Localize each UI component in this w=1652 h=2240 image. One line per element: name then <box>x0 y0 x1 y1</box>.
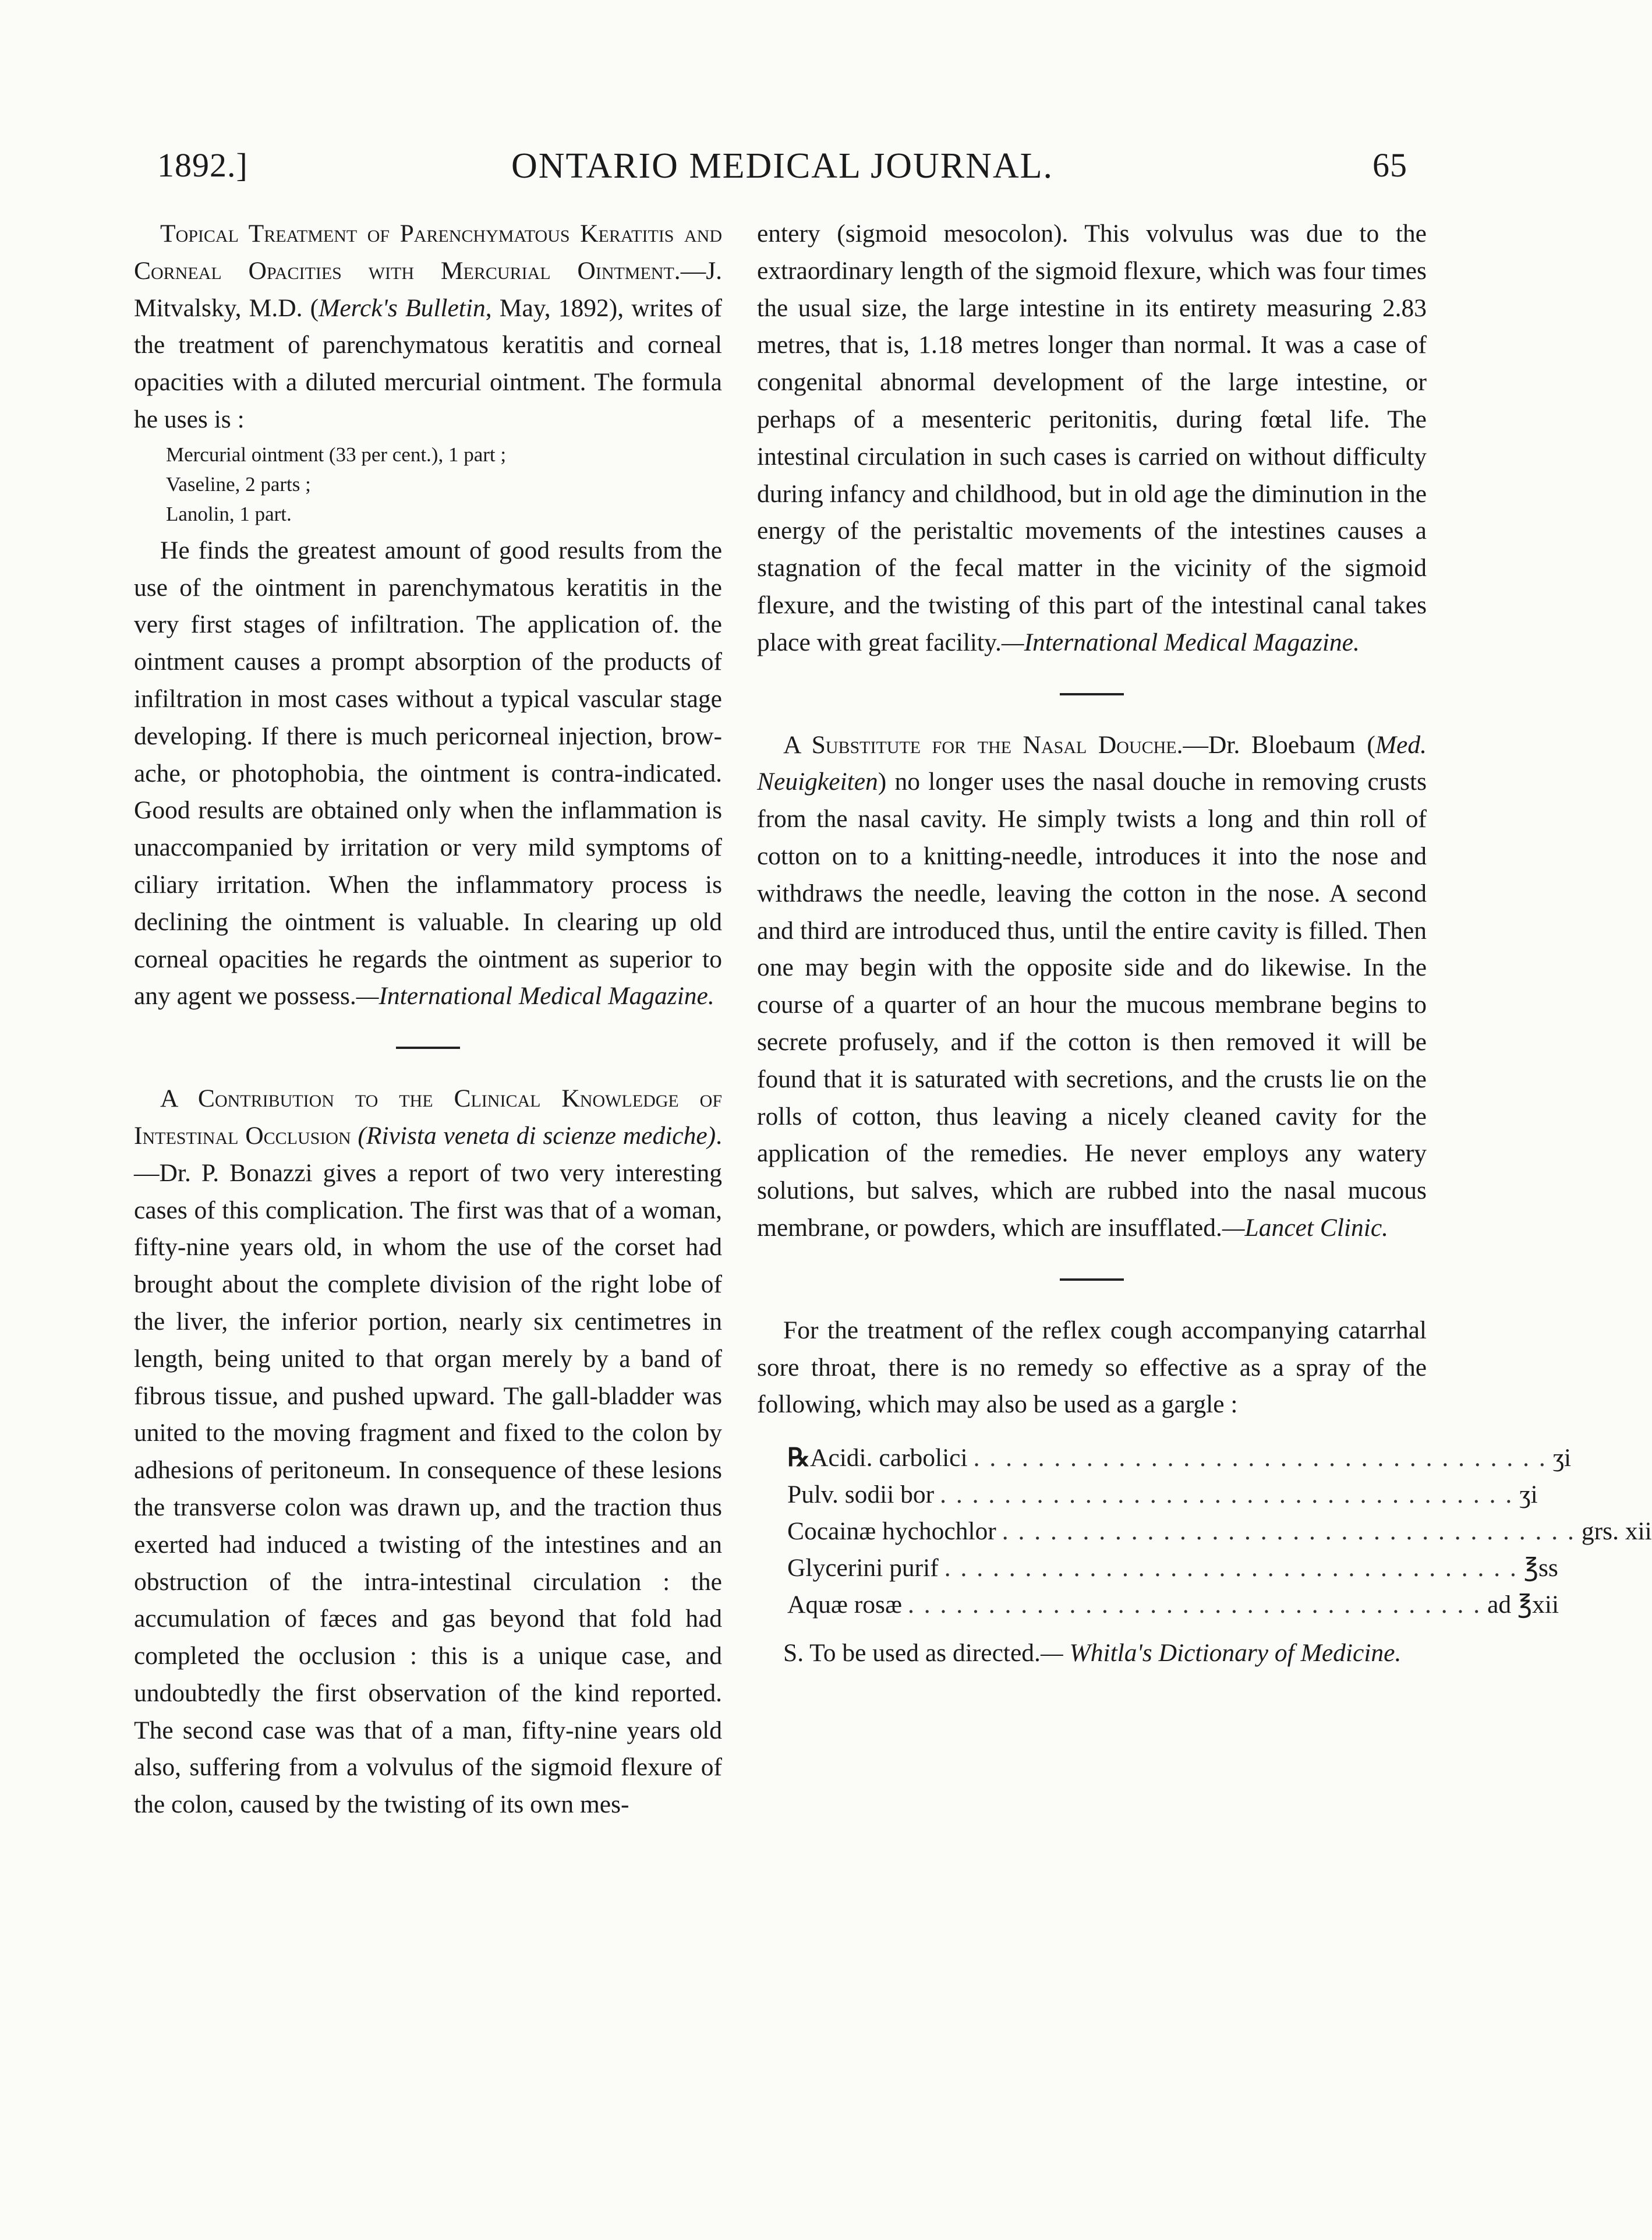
leader-dots: . . . . . . . . . . . . . . . . . . . . . . . . . . . . . . . . . . . . <box>907 1591 1482 1619</box>
article-author: —Dr. Bloebaum ( <box>1183 730 1375 759</box>
ingredient-quantity: ad ℥xii <box>1487 1591 1559 1619</box>
formula-line: Lanolin, 1 part. <box>166 502 292 525</box>
ingredient-quantity: ʒi <box>1519 1481 1538 1509</box>
article-topical-treatment <box>134 215 722 1015</box>
ingredient-quantity: ℥ss <box>1523 1554 1558 1582</box>
leader-dots: . . . . . . . . . . . . . . . . . . . . . . . . . . . . . . . . . . . . <box>940 1481 1514 1509</box>
formula-line: Vaseline, 2 parts ; <box>166 472 311 496</box>
page-number: 65 <box>1372 146 1407 184</box>
article-paragraph <box>757 1635 1427 1672</box>
section-divider <box>396 1047 460 1049</box>
article-citation: —International Medical Magazine. <box>356 982 714 1011</box>
signa-text: S. To be used as directed. <box>783 1639 1041 1667</box>
article-heading: Topical Treatment of Parenchymatous Keratitis and Corneal Opacities with Mercurial Ointment. <box>134 220 722 285</box>
rx-symbol: ℞ <box>787 1444 810 1472</box>
article-author: —J. Mitvalsky, M.D. ( <box>134 256 722 322</box>
prescription-row <box>787 1440 1572 1476</box>
ingredient-name: Pulv. sodii bor <box>787 1481 935 1509</box>
article-intestinal-occlusion <box>134 1080 722 1824</box>
article-body: He finds the greatest amount of good results from the use of the ointment in parenchymatous keratitis in the very first stages of infiltration. The application of. the ointment causes a prompt absorption of the products of infiltration in most cases without a typical vascular stage developing. If there is much pericorneal injection, brow-ache, or photophobia, the ointment is contra-indicated. Good results are obtained only when the inflammation is unaccompanied by irritation or very mild symptoms of ciliary irritation. When the inflammatory process is declining the ointment is valuable. In clearing up old corneal opacities he regards the ointment as superior to any agent we possess. <box>134 536 722 1011</box>
article-body: .—Dr. P. Bonazzi gives a report of two very interesting cases of this complication. The first was that of a woman, fifty-nine years old, in whom the use of the corset had brought about the complete division of the right lobe of the liver, the inferior portion, nearly six centimetres in length, being united to that organ merely by a band of fibrous tissue, and pushed upward. The gall-bladder was united to the moving fragment and fixed to the colon by adhesions of peritoneum. In consequence of these lesions the transverse colon was drawn up, and the traction thus exerted had induced a twisting of the intestines and an obstruction of the intra-intestinal circulation : the accumulation of fæces and gas beyond that fold had completed the occlusion : this is a unique case, and undoubtedly the first observation of the kind reported. The second case was that of a man, fifty-nine years old also, suffering from a volvulus of the sigmoid flexure of the colon, caused by the twisting of its own mes- <box>134 1121 723 1819</box>
ingredient-quantity: ʒi <box>1552 1444 1572 1472</box>
ointment-formula <box>134 440 722 529</box>
left-column <box>134 215 722 1824</box>
prescription-row <box>787 1513 1652 1550</box>
article-heading: A Contribution to the Clinical Knowledge of Intestinal Occlusion <box>134 1084 722 1150</box>
article-citation: — Whitla's Dictionary of Medicine. <box>1040 1639 1402 1667</box>
article-intro-text: , May, 1892), writes of the treatment of parenchymatous keratitis and corneal opacities with a diluted mercurial ointment. The formula he uses is : <box>134 294 722 433</box>
continued-paragraph <box>757 215 1427 662</box>
prescription-row <box>787 1550 1558 1587</box>
prescription-row <box>787 1476 1538 1513</box>
article-nasal-douche <box>757 727 1427 1247</box>
article-heading: A Substitute for the Nasal Douche. <box>783 730 1183 759</box>
article-paragraph <box>134 215 722 439</box>
header-year: 1892.] <box>157 146 248 184</box>
leader-dots: . . . . . . . . . . . . . . . . . . . . . . . . . . . . . . . . . . . . <box>1002 1517 1576 1546</box>
ingredient-name: Acidi. carbolici <box>810 1444 968 1472</box>
prescription <box>787 1440 1652 1623</box>
article-citation: —Lancet Clinic. <box>1222 1213 1389 1242</box>
ingredient-name: Cocainæ hychochlor <box>787 1517 996 1546</box>
right-column <box>757 215 1652 1672</box>
article-paragraph <box>757 727 1427 1247</box>
leader-dots: . . . . . . . . . . . . . . . . . . . . . . . . . . . . . . . . . . . . <box>973 1444 1547 1472</box>
article-paragraph: For the treatment of the reflex cough accompanying catarrhal sore throat, there is no remedy so effective as a spray of the following, which may also be used as a gargle : <box>757 1316 1427 1419</box>
section-divider <box>1060 1278 1124 1281</box>
running-header <box>157 146 1407 192</box>
ingredient-name: Glycerini purif <box>787 1554 939 1582</box>
formula-line: Mercurial ointment (33 per cent.), 1 part ; <box>166 443 507 466</box>
article-paragraph <box>134 532 722 1015</box>
article-paragraph <box>134 1080 722 1824</box>
article-source: Merck's Bulletin <box>319 294 486 322</box>
section-divider <box>1060 693 1124 695</box>
article-body: ) no longer uses the nasal douche in removing crusts from the nasal cavity. He simply twists a long and thin roll of cotton on to a knitting-needle, introduces it into the nose and withdraws the needle, leaving the cotton in the nose. A second and third are introduced thus, until the entire cavity is filled. Then one may begin with the opposite side and do likewise. In the course of a quarter of an hour the mucous membrane begins to secrete profusely, and if the cotton is then removed it will be found that it is saturated with secretions, and the crusts lie on the rolls of cotton, thus leaving a nicely cleaned cavity for the application of the remedies. He never employs any watery solutions, but salves, which are rubbed into the nasal mucous membrane, or powders, which are insufflated. <box>757 768 1427 1242</box>
journal-title: ONTARIO MEDICAL JOURNAL. <box>511 146 1054 186</box>
article-source: (Rivista veneta di scienze mediche) <box>358 1121 716 1150</box>
leader-dots: . . . . . . . . . . . . . . . . . . . . . . . . . . . . . . . . . . . . <box>944 1554 1518 1582</box>
article-body: entery (sigmoid mesocolon). This volvulus was due to the extraordinary length of the sigmoid flexure, which was four times the usual size, the large intestine in its entirety measuring 2.83 metres, that is, 1.18 metres longer than normal. It was a case of congenital abnormal development of the large intestine, or perhaps of a mesenteric peritonitis, during fœtal life. The intestinal circulation in such cases is carried on without difficulty during infancy and childhood, but in old age the diminution in the energy of the peristaltic movements of the intestines causes a stagnation of the fecal matter in the vicinity of the sigmoid flexure, and the twisting of this part of the intestinal canal takes place with great facility. <box>757 220 1427 656</box>
ingredient-name: Aquæ rosæ <box>787 1591 902 1619</box>
article-reflex-cough <box>757 1312 1652 1672</box>
prescription-row <box>787 1587 1559 1623</box>
article-source: Med. Neuigkeiten <box>757 730 1427 796</box>
article-citation: —International Medical Magazine. <box>1001 628 1360 656</box>
ingredient-quantity: grs. xii <box>1581 1517 1652 1546</box>
